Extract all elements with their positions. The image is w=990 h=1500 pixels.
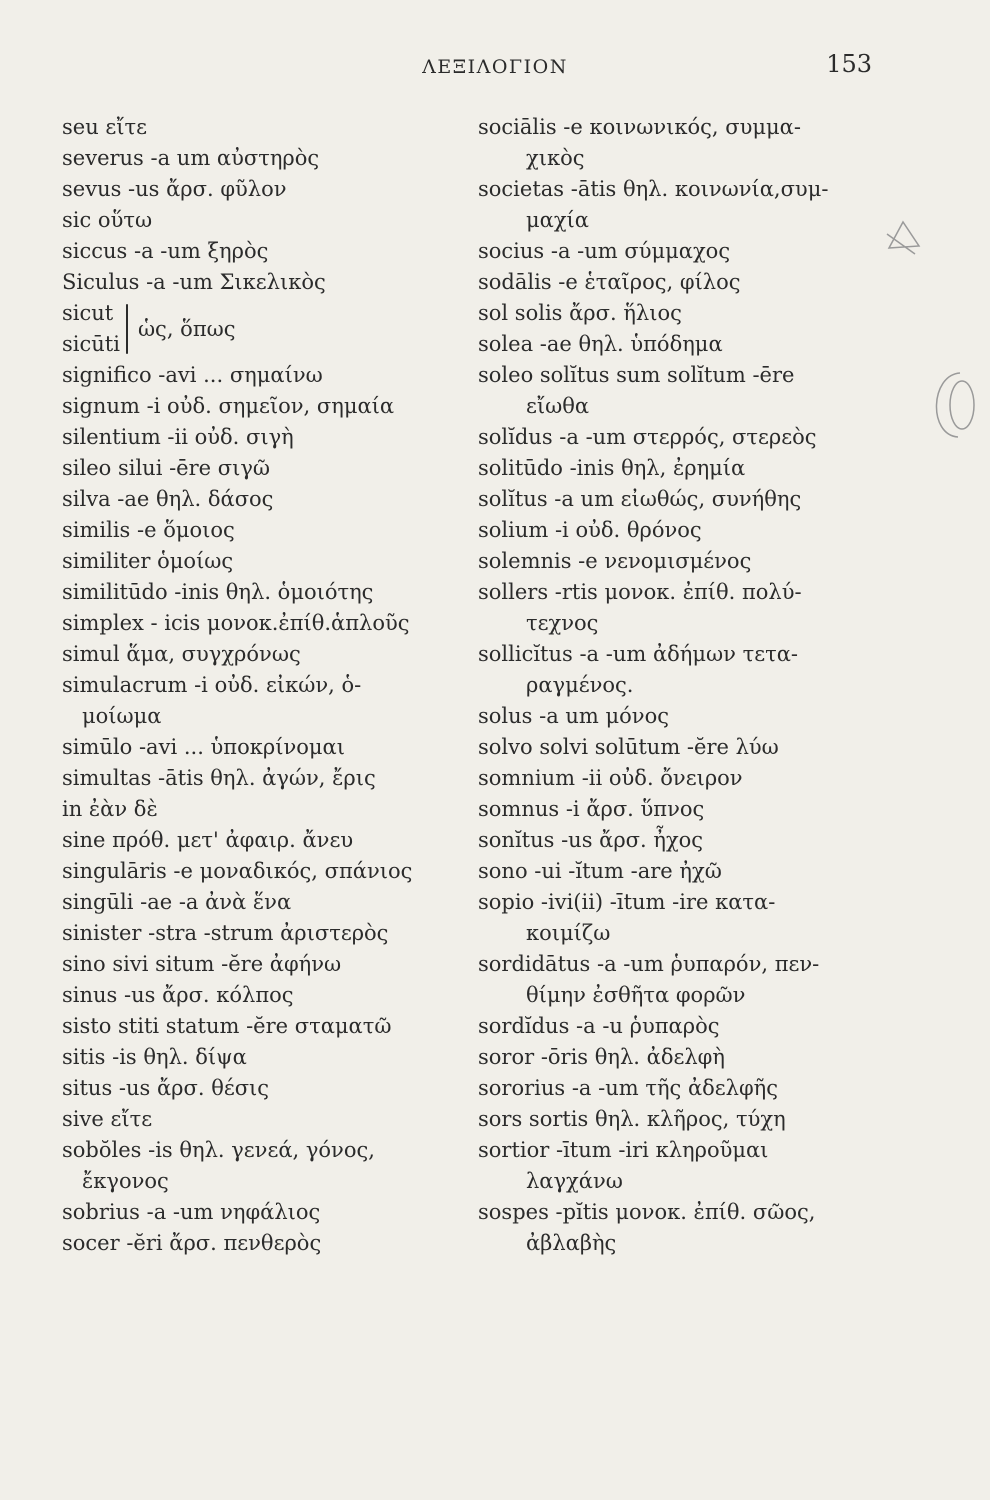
pencil-circle-mark-icon [920, 365, 980, 445]
entry-continuation: τεχνος [526, 611, 599, 635]
entry: somnium -ii οὐδ. ὄνειρον [478, 766, 743, 790]
entry: similitūdo -inis θηλ. ὁμοιότης [62, 580, 374, 604]
entry-word: sicut [62, 301, 114, 325]
entry: in ἐὰν δὲ [62, 797, 158, 821]
entry: societas -ātis θηλ. κοινωνία,συμ- [478, 177, 829, 201]
entry: sodālis -e ἑταῖρος, φίλος [478, 270, 741, 294]
entry: sino sivi situm -ĕre ἀφήνω [62, 952, 342, 976]
entry: sordidātus -a -um ῥυπαρόν, πεν- [478, 952, 820, 976]
entry: sinus -us ἄρσ. κόλπος [62, 983, 294, 1007]
entry: solĭdus -a -um στερρός, στερεὸς [478, 425, 817, 449]
entry: simūlo -avi ... ὑποκρίνομαι [62, 735, 345, 759]
entry: somnus -i ἄρσ. ὕπνος [478, 797, 705, 821]
entry: sociālis -e κοινωνικός, συμμα- [478, 115, 801, 139]
entry: socer -ĕri ἄρσ. πενθερὸς [62, 1231, 322, 1255]
entry: sileo silui -ēre σιγῶ [62, 456, 270, 480]
entry: sonĭtus -us ἄρσ. ἦχος [478, 828, 704, 852]
entry: similis -e ὅμοιος [62, 518, 235, 542]
brace-icon [126, 304, 128, 354]
pencil-mark-icon [885, 218, 925, 258]
left-column [62, 112, 462, 1259]
entry: sisto stiti statum -ĕre σταματῶ [62, 1014, 392, 1038]
entry: solitūdo -inis θηλ, ἐρημία [478, 456, 746, 480]
entry: socius -a -um σύμμαχος [478, 239, 731, 263]
entry: solium -i οὐδ. θρόνος [478, 518, 702, 542]
entry-continuation: εἴωθα [526, 394, 590, 418]
entry: situs -us ἄρσ. θέσις [62, 1076, 270, 1100]
entry-gloss: ὡς, ὅπως [137, 316, 236, 341]
entry: sors sortis θηλ. κλῆρος, τύχη [478, 1107, 786, 1131]
entry: seu εἴτε [62, 115, 148, 139]
entry: sollicĭtus -a -um ἀδήμων τετα- [478, 642, 798, 666]
entry: simplex - icis μονοκ.ἐπίθ.ἁπλοῦς [62, 611, 410, 635]
entry: similiter ὁμοίως [62, 549, 234, 573]
entry: soleo solĭtus sum solĭtum -ēre [478, 363, 795, 387]
entry-continuation: μαχία [526, 208, 589, 232]
entry: sopio -ivi(ii) -ītum -ire κατα- [478, 890, 776, 914]
entry: solemnis -e νενομισμένος [478, 549, 752, 573]
running-head: ΛΕΞΙΛΟΓΙΟΝ [422, 56, 568, 78]
entry: sono -ui -ĭtum -are ἠχῶ [478, 859, 722, 883]
entry: solvo solvi solūtum -ĕre λύω [478, 735, 779, 759]
entry: solus -a um μόνος [478, 704, 669, 728]
entry-continuation: χικὸς [526, 146, 585, 170]
entry: solĭtus -a um εἰωθώς, συνήθης [478, 487, 802, 511]
entry: simultas -ātis θηλ. ἀγών, ἔρις [62, 766, 376, 790]
entry: silentium -ii οὐδ. σιγὴ [62, 425, 294, 449]
entry: siccus -a -um ξηρὸς [62, 239, 269, 263]
entry: Siculus -a -um Σικελικὸς [62, 270, 326, 294]
entry: sororius -a -um τῆς ἀδελφῆς [478, 1076, 779, 1100]
entry-continuation: ἀβλαβὴς [526, 1231, 617, 1255]
entry: sollers -rtis μονοκ. ἐπίθ. πολύ- [478, 580, 802, 604]
entry: signum -i οὐδ. σημεῖον, σημαία [62, 394, 395, 418]
entry-continuation: ἔκγονος [82, 1169, 169, 1193]
entry: sobrius -a -um νηφάλιος [62, 1200, 321, 1224]
entry: sitis -is θηλ. δίψα [62, 1045, 247, 1069]
entry: sol solis ἄρσ. ἥλιος [478, 301, 682, 325]
entry: sic οὕτω [62, 208, 153, 232]
entry: soror -ōris θηλ. ἀδελφὴ [478, 1045, 725, 1069]
entry: sordĭdus -a -u ῥυπαρὸς [478, 1014, 720, 1038]
entry-continuation: μοίωμα [82, 704, 162, 728]
entry: sine πρόθ. μετ' ἀφαιρ. ἄνευ [62, 828, 354, 852]
entry: singūli -ae -a ἀνὰ ἕνα [62, 890, 292, 914]
entry: sobŏles -is θηλ. γενεά, γόνος, [62, 1138, 375, 1162]
entry-continuation: κοιμίζω [526, 921, 611, 945]
entry: sortior -ītum -iri κληροῦμαι [478, 1138, 769, 1162]
entry: sive εἴτε [62, 1107, 153, 1131]
entry-continuation: ραγμένος. [526, 673, 634, 697]
entry: solea -ae θηλ. ὑπόδημα [478, 332, 723, 356]
brace-entry [62, 298, 462, 360]
entry-continuation: λαγχάνω [526, 1169, 623, 1193]
entry-word: sicūti [62, 332, 120, 356]
entry: singulāris -e μοναδικός, σπάνιος [62, 859, 413, 883]
entry: sinister -stra -strum ἀριστερὸς [62, 921, 389, 945]
entry: sospes -pĭtis μονοκ. ἐπίθ. σῶος, [478, 1200, 816, 1224]
entry: simulacrum -i οὐδ. εἰκών, ὁ- [62, 673, 362, 697]
entry: significo -avi ... σημαίνω [62, 363, 323, 387]
entry: severus -a um αὐστηρὸς [62, 146, 320, 170]
entry: silva -ae θηλ. δάσος [62, 487, 274, 511]
entry: sevus -us ἄρσ. φῦλον [62, 177, 287, 201]
right-column [478, 112, 908, 1259]
page-number: 153 [826, 50, 872, 78]
entry-continuation: θίμην ἐσθῆτα φορῶν [526, 983, 746, 1007]
entry: simul ἅμα, συγχρόνως [62, 642, 301, 666]
